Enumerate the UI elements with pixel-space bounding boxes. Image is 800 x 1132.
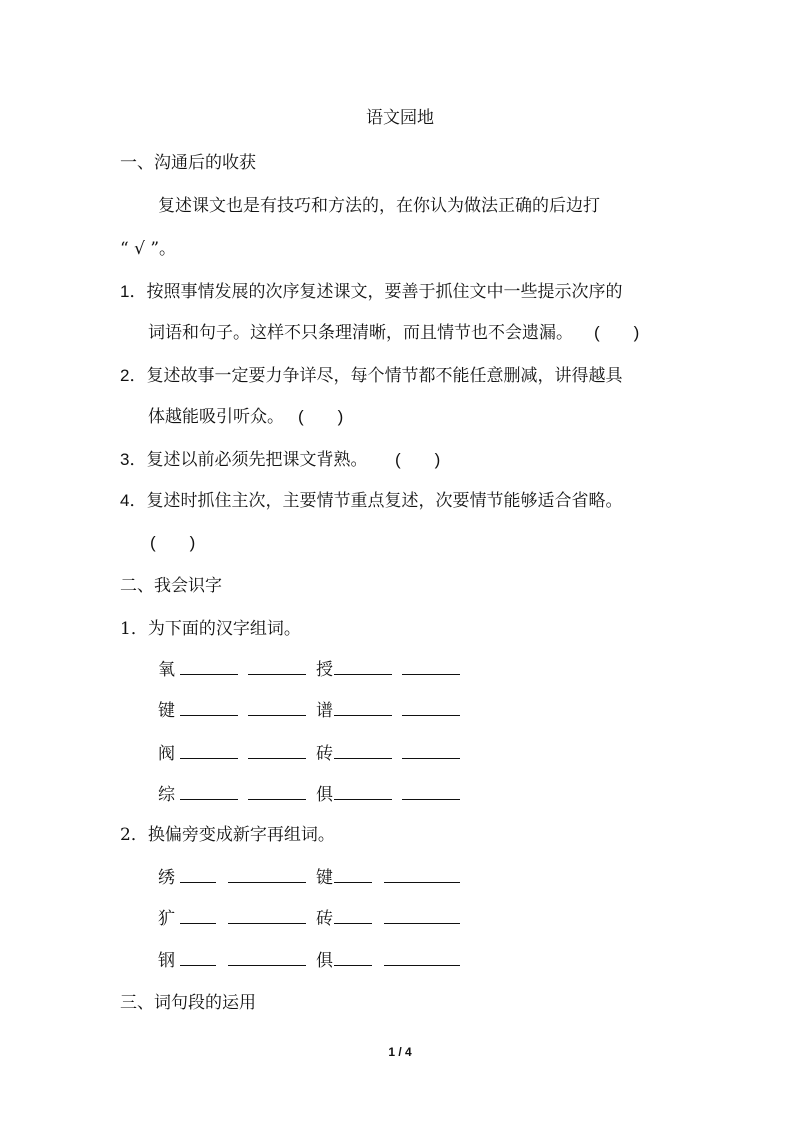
section-2-heading: 二、我会识字 bbox=[120, 576, 222, 596]
section-2-q1-label: 1．为下面的汉字组词。 bbox=[120, 619, 301, 639]
question-text-line1: 按照事情发展的次序复述课文，要善于抓住文中一些提示次序的 bbox=[146, 282, 623, 302]
section-3-heading: 三、词句段的运用 bbox=[120, 993, 256, 1013]
word-row bbox=[158, 783, 468, 807]
question-text-line2: 词语和句子。这样不只条理清晰，而且情节也不会遗漏。 bbox=[148, 323, 573, 343]
page-number: 1 / 4 bbox=[388, 1045, 412, 1059]
question-number: 2． bbox=[120, 366, 147, 385]
question-item-1-line2 bbox=[148, 322, 573, 344]
answer-blank[interactable] bbox=[384, 949, 460, 966]
answer-blank[interactable] bbox=[228, 866, 306, 883]
character: 俱 bbox=[316, 785, 333, 805]
character: 俱 bbox=[316, 951, 333, 971]
question-item-2 bbox=[120, 365, 622, 387]
word-row bbox=[158, 907, 468, 931]
character: 钢 bbox=[158, 951, 175, 971]
question-text-line1: 复述时抓住主次，主要情节重点复述，次要情节能够适合省略。 bbox=[146, 491, 623, 511]
character: 谱 bbox=[316, 701, 333, 721]
new-character-blank[interactable] bbox=[180, 949, 216, 966]
answer-parentheses[interactable]: ( ) bbox=[150, 533, 196, 552]
question-item-4 bbox=[120, 490, 622, 512]
answer-blank[interactable] bbox=[334, 699, 392, 716]
page-title: 语文园地 bbox=[366, 108, 434, 128]
character: 犷 bbox=[158, 909, 175, 929]
character: 砖 bbox=[316, 744, 333, 764]
answer-blank[interactable] bbox=[334, 783, 392, 800]
answer-blank[interactable] bbox=[334, 658, 392, 675]
question-number: 3． bbox=[120, 450, 147, 469]
question-text-line1: 复述故事一定要力争详尽，每个情节都不能任意删减，讲得越具 bbox=[146, 366, 623, 386]
answer-blank[interactable] bbox=[228, 907, 306, 924]
section-1-heading: 一、沟通后的收获 bbox=[120, 153, 256, 173]
answer-parentheses[interactable]: ( ) bbox=[298, 407, 344, 426]
new-character-blank[interactable] bbox=[180, 866, 216, 883]
word-row bbox=[158, 866, 468, 890]
new-character-blank[interactable] bbox=[334, 907, 372, 924]
answer-parentheses[interactable]: ( ) bbox=[594, 323, 640, 342]
answer-blank[interactable] bbox=[180, 658, 238, 675]
question-item-2-line2 bbox=[148, 406, 284, 428]
answer-blank[interactable] bbox=[384, 907, 460, 924]
new-character-blank[interactable] bbox=[180, 907, 216, 924]
question-text-line2: 体越能吸引听众。 bbox=[148, 407, 284, 427]
word-row bbox=[158, 949, 468, 973]
answer-blank[interactable] bbox=[334, 742, 392, 759]
answer-blank[interactable] bbox=[180, 742, 238, 759]
question-item-1 bbox=[120, 281, 622, 303]
question-item-3 bbox=[120, 449, 367, 471]
answer-blank[interactable] bbox=[384, 866, 460, 883]
question-number: 1． bbox=[120, 282, 147, 301]
answer-blank[interactable] bbox=[180, 699, 238, 716]
word-row bbox=[158, 699, 468, 723]
section-2-q2-label: 2．换偏旁变成新字再组词。 bbox=[120, 825, 335, 845]
new-character-blank[interactable] bbox=[334, 866, 372, 883]
answer-blank[interactable] bbox=[402, 783, 460, 800]
answer-blank[interactable] bbox=[402, 742, 460, 759]
answer-blank[interactable] bbox=[402, 658, 460, 675]
new-character-blank[interactable] bbox=[334, 949, 372, 966]
character: 阀 bbox=[158, 744, 175, 764]
character: 键 bbox=[316, 868, 333, 888]
answer-blank[interactable] bbox=[180, 783, 238, 800]
answer-blank[interactable] bbox=[248, 783, 306, 800]
answer-parentheses[interactable]: ( ) bbox=[395, 450, 441, 469]
character: 授 bbox=[316, 660, 333, 680]
character: 砖 bbox=[316, 909, 333, 929]
question-text-line1: 复述以前必须先把课文背熟。 bbox=[146, 450, 368, 470]
character: 氧 bbox=[158, 660, 175, 680]
answer-blank[interactable] bbox=[402, 699, 460, 716]
answer-blank[interactable] bbox=[248, 699, 306, 716]
answer-blank[interactable] bbox=[248, 742, 306, 759]
section-1-intro-line2: “ √ ”。 bbox=[120, 239, 177, 259]
character: 绣 bbox=[158, 868, 175, 888]
answer-blank[interactable] bbox=[248, 658, 306, 675]
word-row bbox=[158, 742, 468, 766]
character: 综 bbox=[158, 785, 175, 805]
answer-blank[interactable] bbox=[228, 949, 306, 966]
question-number: 4． bbox=[120, 491, 147, 510]
character: 键 bbox=[158, 701, 175, 721]
section-1-intro-line1: 复述课文也是有技巧和方法的，在你认为做法正确的后边打 bbox=[158, 196, 600, 216]
word-row bbox=[158, 658, 468, 682]
